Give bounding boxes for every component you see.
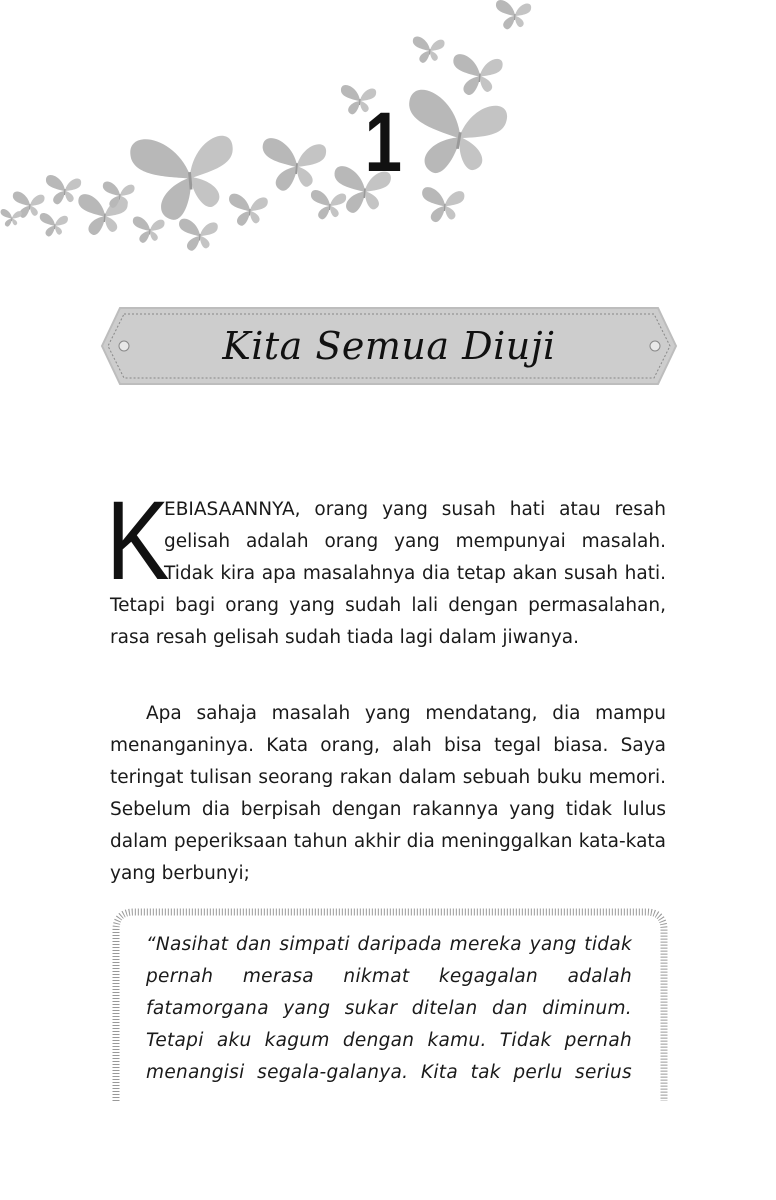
butterfly-icon <box>229 194 268 226</box>
butterfly-icon <box>263 138 326 191</box>
quote-text: “Nasihat dan simpati daripada mereka yang tidak pernah merasa nikmat kegagalan adalah fatamorgana yang sukar ditelan dan diminum. Tetapi aku kagum dengan kamu. Tidak pernah menangisi segala-galanya. Kita tak perlu serius <box>146 934 632 1083</box>
butterfly-icon <box>128 124 243 225</box>
butterfly-icon <box>1 209 22 227</box>
butterfly-icon <box>46 175 81 204</box>
paragraph-1 <box>106 478 666 654</box>
butterfly-icon <box>133 217 165 243</box>
paragraph-2: Apa sahaja masalah yang mendatang, dia mampu menanganinya. Kata orang, alah bisa tegal biasa. Saya teringat tulisan seorang rakan dalam sebuah buku memori. Sebelum dia berpisah dengan rakannya yang tidak lulus dalam peperiksaan tahun akhir dia meninggalkan kata-kata yang berbunyi; <box>110 703 666 884</box>
butterfly-icon <box>311 190 346 219</box>
butterfly-icon <box>78 194 127 235</box>
butterfly-icon <box>40 213 68 236</box>
butterfly-icon <box>413 37 445 63</box>
chapter-number: 1 <box>364 95 403 189</box>
chapter-title: Kita Semua Diuji <box>222 324 556 368</box>
butterfly-icon <box>496 0 531 29</box>
butterfly-icon <box>422 187 464 222</box>
butterfly-icon <box>403 89 508 179</box>
paragraph-text: EBIASAANNYA, orang yang susah hati atau resah gelisah adalah orang yang mempunyai masalah. Tidak kira apa masalahnya dia tetap akan susah hati. Tetapi bagi orang yang sudah lali dengan permasalahan, rasa resah gelisah sudah tiada lagi dalam jiwanya. <box>110 499 666 648</box>
drop-cap: K <box>106 478 170 603</box>
butterfly-icon <box>179 219 218 251</box>
butterfly-icon <box>453 54 502 95</box>
